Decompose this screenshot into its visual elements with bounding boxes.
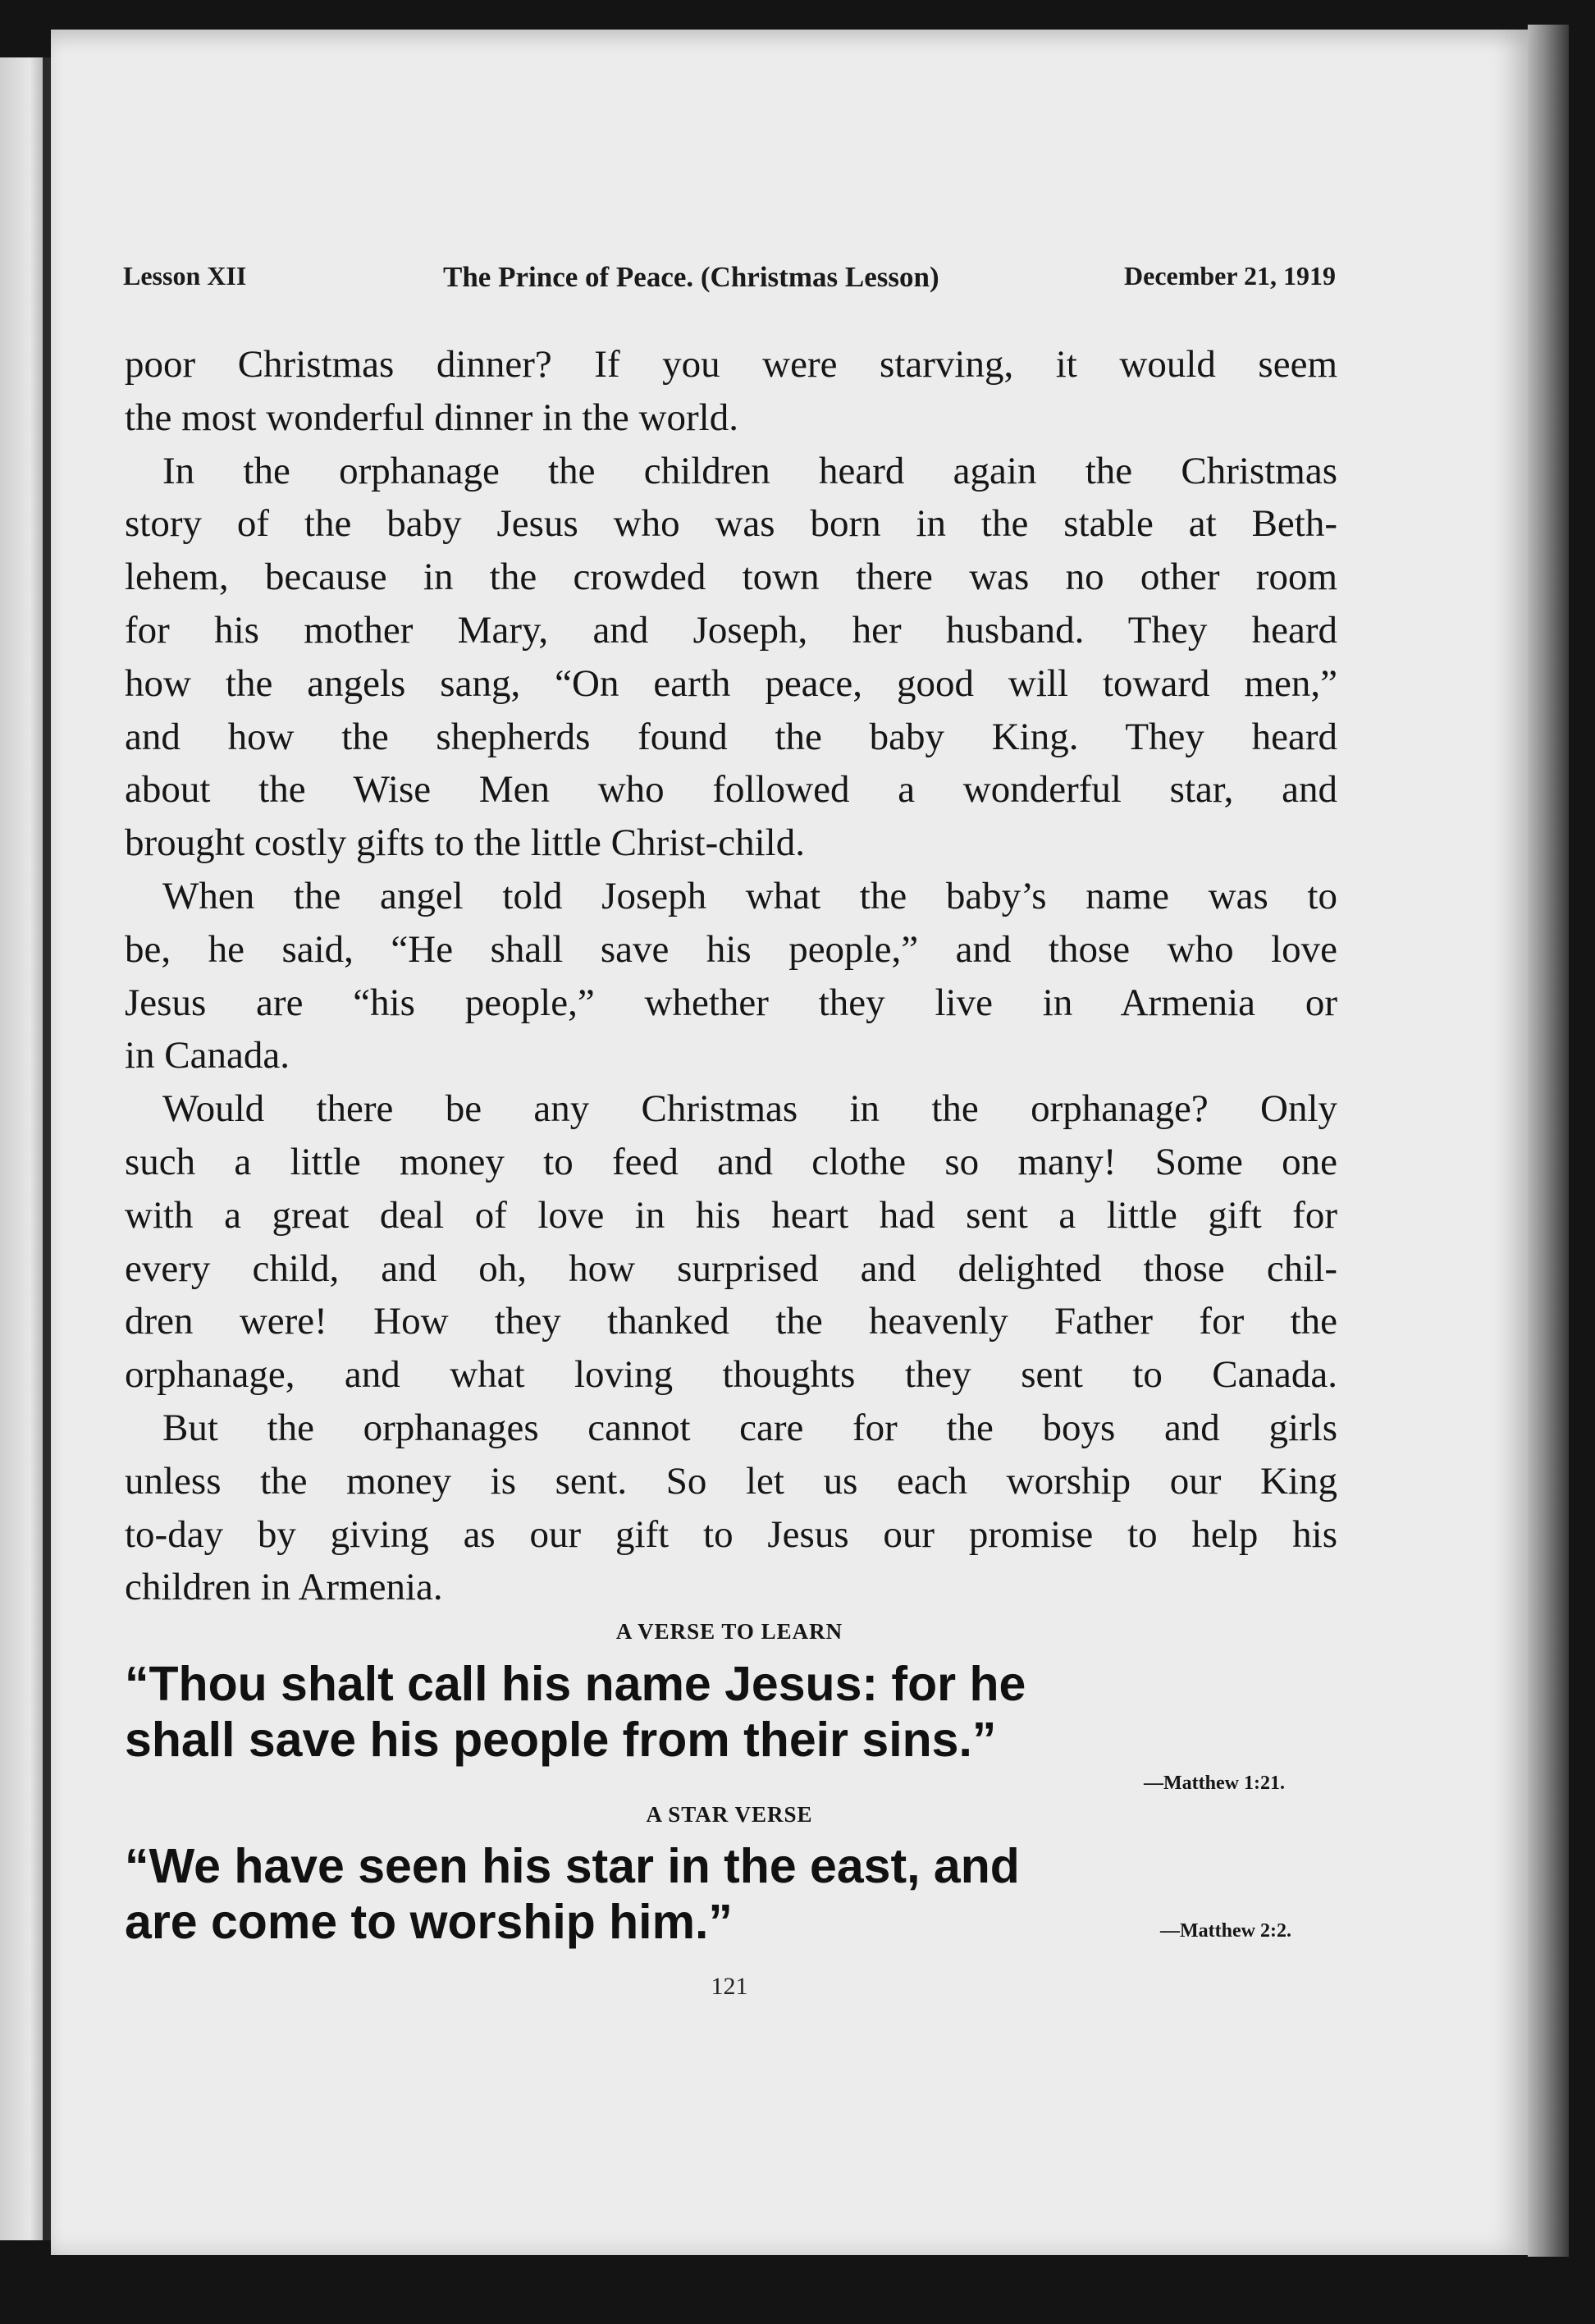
previous-page-edge: [0, 57, 51, 2240]
body-text-line: children in Armenia.: [125, 1566, 443, 1609]
body-text-line: about the Wise Men who followed a wonderful star, and: [125, 768, 1337, 812]
star-verse-line-2: are come to worship him.”: [125, 1895, 733, 1949]
body-text-line: Jesus are “his people,” whether they live in Armenia or: [125, 981, 1337, 1024]
verse-to-learn-heading: A VERSE TO LEARN: [615, 1619, 843, 1644]
lesson-body-text: [125, 338, 1337, 1614]
body-text-line: lehem, because in the crowded town there was no other room: [125, 556, 1337, 599]
page-stack-edge: [1528, 25, 1569, 2257]
body-text-line: story of the baby Jesus who was born in the stable at Beth-: [125, 502, 1337, 546]
verse-to-learn-line-2: shall save his people from their sins.”: [125, 1713, 997, 1767]
body-text-line: Would there be any Christmas in the orphanage? Only: [162, 1087, 1337, 1131]
body-text-line: dren were! How they thanked the heavenly Father for the: [125, 1300, 1337, 1343]
body-text-line: orphanage, and what loving thoughts they sent to Canada.: [125, 1353, 1337, 1397]
verse-to-learn-line-1: “Thou shalt call his name Jesus: for he: [125, 1657, 1026, 1711]
body-text-line: brought costly gifts to the little Christ-child.: [125, 821, 805, 865]
body-text-line: such a little money to feed and clothe so many! Some one: [125, 1140, 1337, 1183]
verse-to-learn-reference: —Matthew 1:21.: [1144, 1773, 1285, 1794]
star-verse-heading: A STAR VERSE: [646, 1802, 813, 1827]
page-number: 121: [711, 1973, 748, 2000]
body-text-line: In the orphanage the children heard again the Christmas: [162, 449, 1337, 492]
lesson-number: Lesson XII: [123, 261, 247, 290]
body-text-line: and how the shepherds found the baby King. They heard: [125, 715, 1337, 758]
body-text-line: But the orphanages cannot care for the boys and girls: [162, 1406, 1337, 1449]
verse-to-learn-text: [125, 1656, 1347, 1768]
body-text-line: for his mother Mary, and Joseph, her husband. They heard: [125, 608, 1337, 652]
body-text-line: to-day by giving as our gift to Jesus our promise to help his: [125, 1512, 1337, 1556]
star-verse-reference: —Matthew 2:2.: [1160, 1920, 1291, 1942]
body-text-line: When the angel told Joseph what the baby’s name was to: [162, 874, 1337, 917]
body-text-line: be, he said, “He shall save his people,” and those who love: [125, 927, 1337, 971]
body-text-line: with a great deal of love in his heart had sent a little gift for: [125, 1193, 1337, 1237]
lesson-date: December 21, 1919: [1124, 261, 1336, 290]
body-text-line: poor Christmas dinner? If you were starving, it would seem: [125, 343, 1337, 386]
body-text-line: unless the money is sent. So let us each worship our King: [125, 1459, 1337, 1503]
body-text-line: how the angels sang, “On earth peace, good will toward men,”: [125, 661, 1337, 705]
body-text-line: every child, and oh, how surprised and delighted those chil-: [125, 1247, 1337, 1290]
body-text-line: in Canada.: [125, 1034, 290, 1077]
lesson-title: The Prince of Peace. (Christmas Lesson): [443, 261, 939, 293]
body-text-line: the most wonderful dinner in the world.: [125, 396, 738, 439]
star-verse-line-1: “We have seen his star in the east, and: [125, 1839, 1020, 1893]
